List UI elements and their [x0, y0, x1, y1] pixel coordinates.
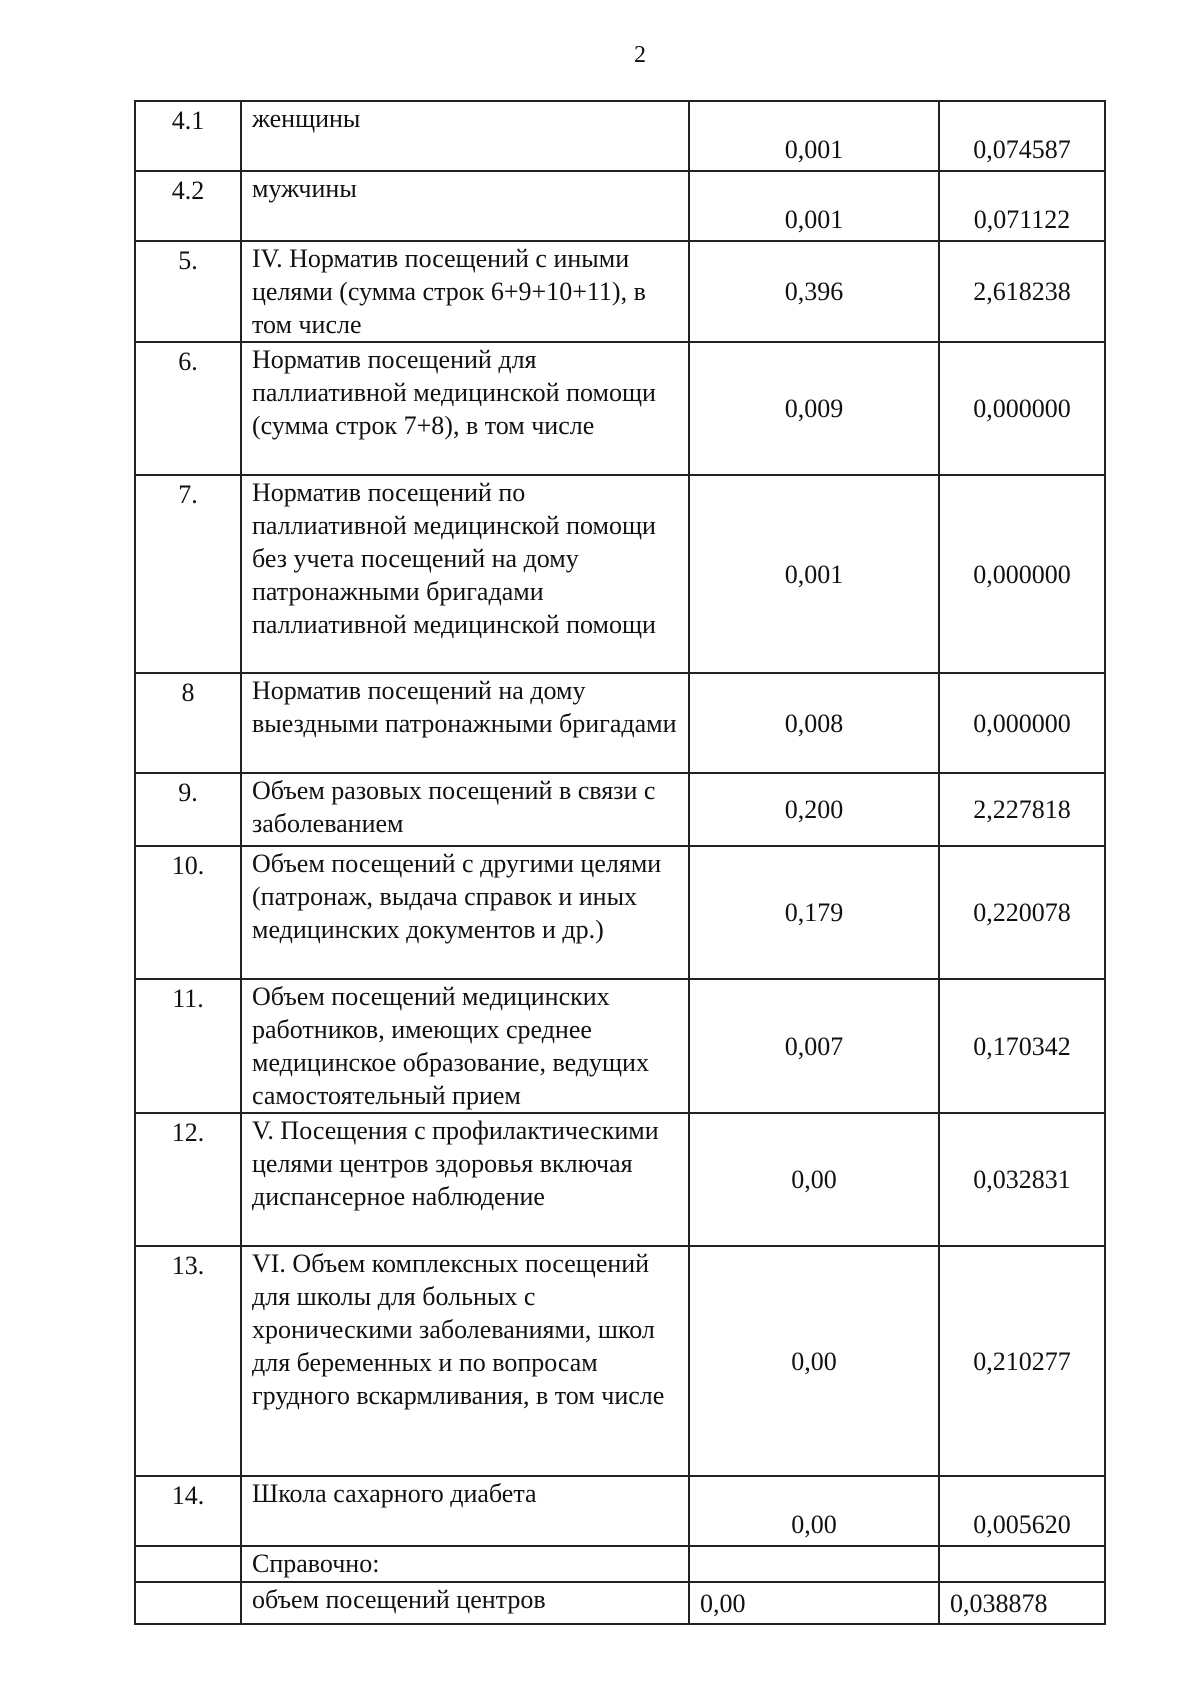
row-description: объем посещений центров — [241, 1582, 689, 1624]
row-description: Школа сахарного диабета — [241, 1476, 689, 1546]
table-row — [135, 1476, 1105, 1546]
row-number: 5. — [135, 241, 241, 342]
table-row — [135, 1246, 1105, 1476]
value-2: 0,074587 — [939, 101, 1105, 171]
value-2 — [939, 1546, 1105, 1582]
value-1: 0,008 — [689, 673, 939, 773]
table-row — [135, 342, 1105, 475]
table-row — [135, 475, 1105, 673]
value-1: 0,001 — [689, 475, 939, 673]
row-description: Норматив посещений по паллиативной медицинской помощи без учета посещений на дому патронажными бригадами паллиативной медицинской помощи — [241, 475, 689, 673]
row-description: женщины — [241, 101, 689, 171]
row-number — [135, 1546, 241, 1582]
value-1: 0,001 — [689, 101, 939, 171]
value-2: 0,005620 — [939, 1476, 1105, 1546]
row-description: Справочно: — [241, 1546, 689, 1582]
value-2: 0,210277 — [939, 1246, 1105, 1476]
table-row — [135, 1546, 1105, 1582]
row-description: Объем посещений медицинских работников, имеющих среднее медицинское образование, ведущих самостоятельный прием — [241, 979, 689, 1113]
row-description: Объем посещений с другими целями (патронаж, выдача справок и иных медицинских документов и др.) — [241, 846, 689, 979]
table-row — [135, 846, 1105, 979]
row-number: 11. — [135, 979, 241, 1113]
value-1: 0,200 — [689, 773, 939, 846]
row-number: 7. — [135, 475, 241, 673]
value-2: 0,000000 — [939, 342, 1105, 475]
row-number — [135, 1582, 241, 1624]
value-1: 0,00 — [689, 1582, 939, 1624]
row-description: IV. Норматив посещений с иными целями (сумма строк 6+9+10+11), в том числе — [241, 241, 689, 342]
row-number: 9. — [135, 773, 241, 846]
row-description: V. Посещения с профилактическими целями центров здоровья включая диспансерное наблюдение — [241, 1113, 689, 1246]
value-2: 0,038878 — [939, 1582, 1105, 1624]
value-2: 0,000000 — [939, 475, 1105, 673]
value-2: 0,000000 — [939, 673, 1105, 773]
value-1 — [689, 1546, 939, 1582]
value-1: 0,00 — [689, 1246, 939, 1476]
value-1: 0,009 — [689, 342, 939, 475]
value-1: 0,001 — [689, 171, 939, 241]
row-number: 10. — [135, 846, 241, 979]
table-row — [135, 101, 1105, 171]
value-1: 0,396 — [689, 241, 939, 342]
value-2: 2,618238 — [939, 241, 1105, 342]
page-number: 2 — [634, 42, 646, 68]
table-row — [135, 979, 1105, 1113]
row-number: 8 — [135, 673, 241, 773]
row-number: 4.1 — [135, 101, 241, 171]
value-2: 0,220078 — [939, 846, 1105, 979]
value-2: 0,032831 — [939, 1113, 1105, 1246]
value-1: 0,179 — [689, 846, 939, 979]
value-1: 0,00 — [689, 1113, 939, 1246]
row-number: 4.2 — [135, 171, 241, 241]
table-row — [135, 1113, 1105, 1246]
table-row — [135, 171, 1105, 241]
table-row — [135, 1582, 1105, 1624]
row-description: Норматив посещений для паллиативной медицинской помощи (сумма строк 7+8), в том числе — [241, 342, 689, 475]
value-2: 0,170342 — [939, 979, 1105, 1113]
table-row — [135, 241, 1105, 342]
table-row — [135, 673, 1105, 773]
row-description: мужчины — [241, 171, 689, 241]
value-2: 0,071122 — [939, 171, 1105, 241]
row-number: 13. — [135, 1246, 241, 1476]
row-description: VI. Объем комплексных посещений для школы для больных с хроническими заболеваниями, школ для беременных и по вопросам грудного вскармливания, в том числе — [241, 1246, 689, 1476]
row-description: Объем разовых посещений в связи с заболеванием — [241, 773, 689, 846]
norms-table — [134, 100, 1106, 1625]
row-number: 6. — [135, 342, 241, 475]
row-description: Норматив посещений на дому выездными патронажными бригадами — [241, 673, 689, 773]
row-number: 12. — [135, 1113, 241, 1246]
value-2: 2,227818 — [939, 773, 1105, 846]
table-row — [135, 773, 1105, 846]
value-1: 0,00 — [689, 1476, 939, 1546]
value-1: 0,007 — [689, 979, 939, 1113]
row-number: 14. — [135, 1476, 241, 1546]
